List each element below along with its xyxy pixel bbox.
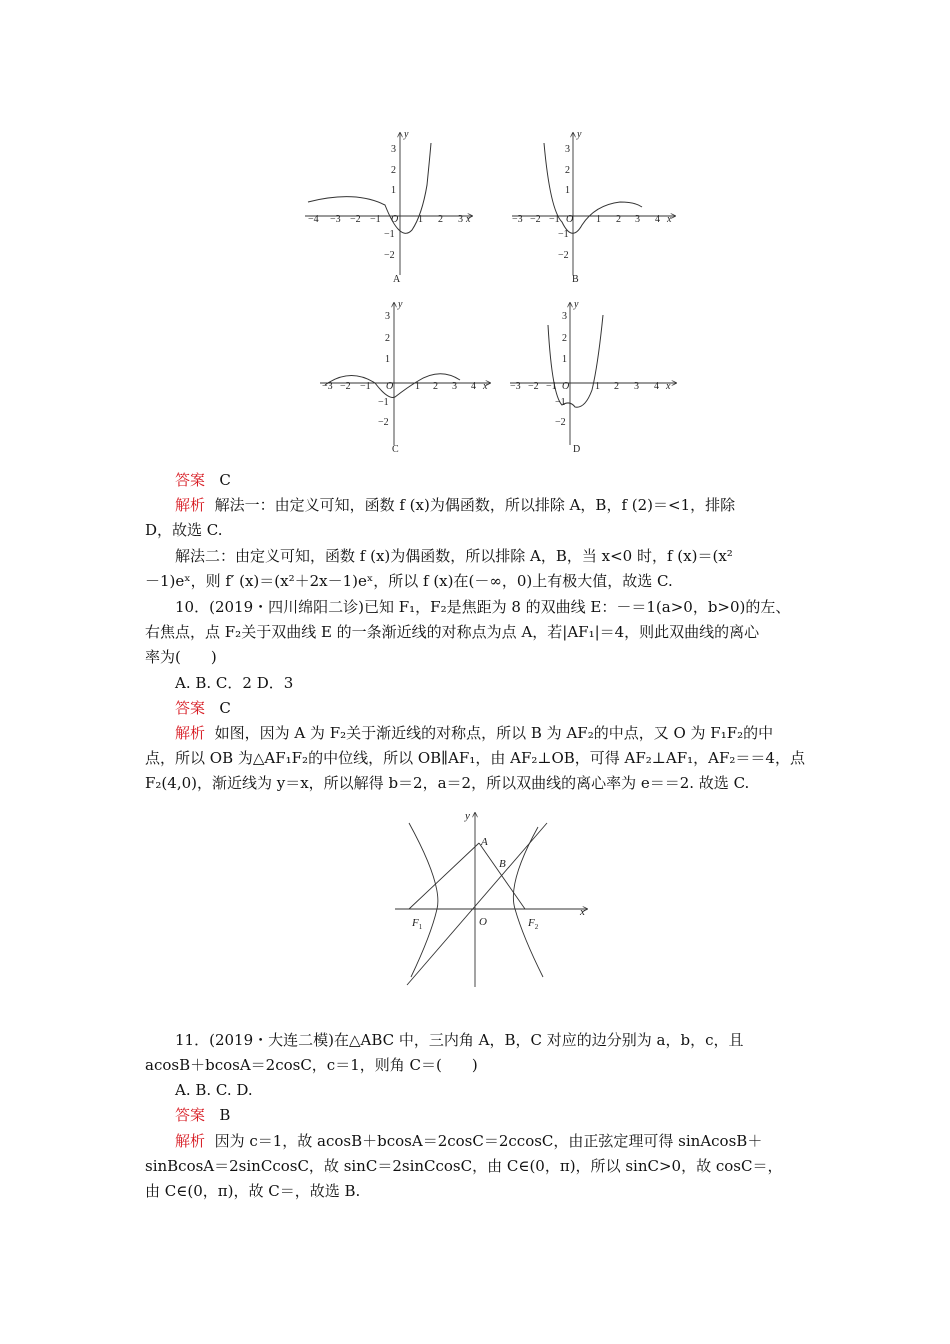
q10-analysis-line-2: 点，所以 OB 为△AF₁F₂的中位线，所以 OB∥AF₁，由 AF₂⊥OB，可得 AF₂⊥AF₁，AF₂＝＝4，点 [145,749,805,767]
q10-options: A. B. C．2 D．3 [175,674,294,692]
tick-a-y-2: 2 [391,165,396,176]
tick-d-x-2: 2 [614,381,619,392]
tick-a-x-n4: −4 [308,214,319,225]
answer-label: 答案 [175,471,206,489]
point-f1-label: $F_1$ [412,917,423,931]
axis-a-y: y [404,129,409,140]
tick-c-x-2: 2 [433,381,438,392]
axis-d-x: x [666,381,671,392]
axis-a-x: x [466,214,471,225]
q11-stem-1: 11．(2019・大连二模)在△ABC 中，三内角 A，B，C 对应的边分别为 a，b，c，且 [175,1031,744,1049]
analysis-label: 解析 [175,1132,206,1150]
q11-analysis-line-3: 由 C∈(0，π)，故 C＝，故选 B. [145,1182,361,1200]
tick-d-x-4: 4 [654,381,659,392]
q10-analysis-line-3: F₂(4,0)，渐近线为 y＝x，所以解得 b＝2，a＝2，所以双曲线的离心率为 e＝＝2. 故选 C. [145,774,750,792]
caption-d: D [573,444,581,455]
tick-b-y-n2: −2 [558,250,569,261]
q9-analysis-line-4: －1)eˣ，则 f′ (x)＝(x²＋2x－1)eˣ，所以 f (x)在(－∞，0)上有极大值，故选 C. [145,572,673,590]
tick-b-y-3: 3 [565,144,570,155]
tick-a-x-3: 3 [458,214,463,225]
tick-b-x-n2: −2 [530,214,541,225]
answer-value: C [219,699,231,717]
q10-answer-line [175,698,231,718]
answer-label: 答案 [175,1106,206,1124]
analysis-label: 解析 [175,724,206,742]
tick-d-y-n1: −1 [555,397,566,408]
answer-label: 答案 [175,699,206,717]
function-graphs-figure [300,125,685,460]
q11-answer-line [175,1105,230,1125]
tick-a-y-1: 1 [391,185,396,196]
tick-d-y-n2: −2 [555,417,566,428]
hyperbola-figure [395,805,605,990]
caption-c: C [392,444,399,455]
tick-c-x-n2: −2 [340,381,351,392]
q9-analysis-line-3: 解法二：由定义可知，函数 f (x)为偶函数，所以排除 A，B，当 x<0 时，f (x)＝(x² [175,547,733,565]
tick-a-x-n2: −2 [350,214,361,225]
q10-stem-2: 右焦点，点 F₂关于双曲线 E 的一条渐近线的对称点为点 A，若|AF₁|＝4，则此双曲线的离心 [145,623,760,641]
q10-stem-3: 率为( ) [145,648,217,666]
tick-c-x-n1: −1 [360,381,371,392]
tick-c-x-3: 3 [452,381,457,392]
tick-a-y-n1: −1 [384,229,395,240]
origin-label: O [479,916,487,928]
tick-d-x-n1: −1 [546,381,557,392]
tick-c-y-1: 1 [385,354,390,365]
analysis-label: 解析 [175,496,206,514]
tick-c-y-3: 3 [385,311,390,322]
tick-d-y-1: 1 [562,354,567,365]
tick-b-y-n1: −1 [558,229,569,240]
tick-b-y-1: 1 [565,185,570,196]
caption-a: A [393,274,401,285]
tick-b-x-3: 3 [635,214,640,225]
q11-analysis-line-2: sinBcosA＝2sinCcosC，故 sinC＝2sinCcosC，由 C∈(0，π)，所以 sinC>0，故 cosC＝， [145,1157,783,1175]
graph-c [320,303,490,445]
tick-c-y-n1: −1 [378,397,389,408]
graph-b [512,133,675,275]
q11-options: A. B. C. D. [175,1081,253,1099]
origin-c: O [386,381,394,392]
tick-d-x-1: 1 [595,381,600,392]
origin-a: O [391,214,399,225]
tick-a-x-n3: −3 [330,214,341,225]
tick-c-y-n2: −2 [378,417,389,428]
tick-a-x-2: 2 [438,214,443,225]
axis-d-y: y [574,299,579,310]
axis-c-y: y [398,299,403,310]
point-f2-label: $F_2$ [528,917,539,931]
answer-value: C [219,471,231,489]
origin-b: O [566,214,574,225]
tick-d-y-3: 3 [562,311,567,322]
tick-b-x-1: 1 [596,214,601,225]
tick-c-x-4: 4 [471,381,476,392]
caption-b: B [572,274,579,285]
tick-a-y-3: 3 [391,144,396,155]
point-b-label: B [499,858,506,870]
tick-b-y-2: 2 [565,165,570,176]
axis-y-label: y [465,810,470,822]
q9-analysis-line-2: D，故选 C. [145,521,223,539]
axis-b-y: y [577,129,582,140]
q10-analysis-line-1: 解析 如图，因为 A 为 F₂关于渐近线的对称点，所以 B 为 AF₂的中点，又 O 为 F₁F₂的中 [175,724,774,742]
tick-d-x-n3: −3 [510,381,521,392]
q11-analysis-line-1: 解析 因为 c＝1，故 acosB＋bcosA＝2cosC＝2ccosC，由正弦定理可得 sinAcosB＋ [175,1132,763,1150]
tick-b-x-2: 2 [616,214,621,225]
tick-d-x-n2: −2 [528,381,539,392]
tick-d-y-2: 2 [562,333,567,344]
tick-b-x-n1: −1 [549,214,560,225]
q9-answer-line [175,470,231,490]
tick-c-y-2: 2 [385,333,390,344]
tick-b-x-n3: −3 [512,214,523,225]
tick-c-x-1: 1 [415,381,420,392]
tick-d-x-3: 3 [634,381,639,392]
tick-b-x-4: 4 [655,214,660,225]
axis-x-label: x [580,906,585,918]
axis-c-x: x [483,381,488,392]
graph-d [510,303,676,445]
q10-stem-1: 10．(2019・四川绵阳二诊)已知 F₁，F₂是焦距为 8 的双曲线 E：－＝1(a>0，b>0)的左、 [175,598,791,616]
tick-c-x-n3: −3 [322,381,333,392]
tick-a-x-n1: −1 [370,214,381,225]
q9-analysis-line-1: 解析 解法一：由定义可知，函数 f (x)为偶函数，所以排除 A，B，f (2)＝<1，排除 [175,496,736,514]
tick-a-x-1: 1 [418,214,423,225]
origin-d: O [562,381,570,392]
q11-stem-2: acosB＋bcosA＝2cosC，c＝1，则角 C＝( ) [145,1056,478,1074]
answer-value: B [219,1106,231,1124]
point-a-label: A [481,836,488,848]
tick-a-y-n2: −2 [384,250,395,261]
axis-b-x: x [667,214,672,225]
